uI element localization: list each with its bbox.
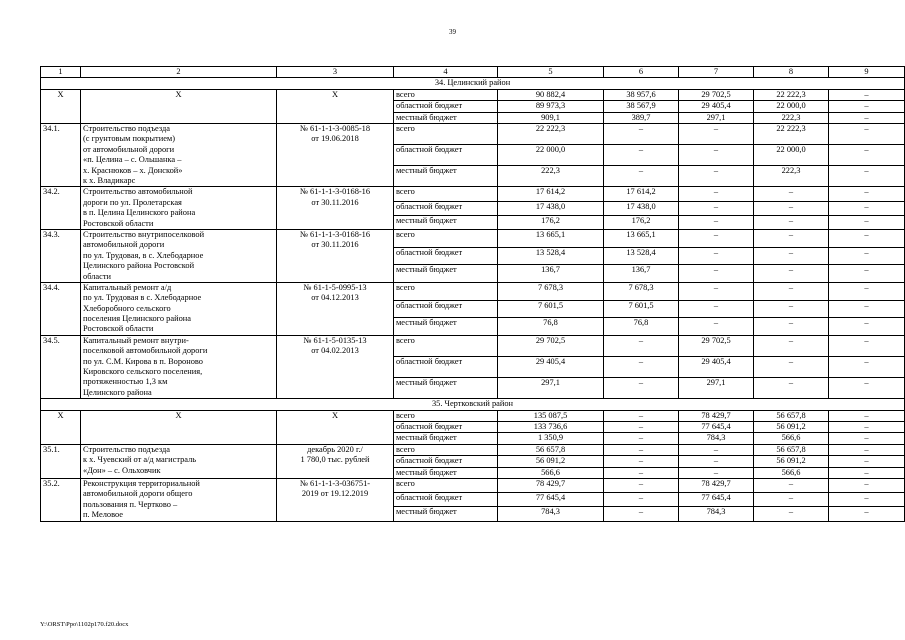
item-name [81, 187, 277, 230]
amount-c7: – [679, 201, 754, 215]
item-name-line: п. Меловое [83, 510, 123, 520]
column-number: 9 [829, 67, 905, 78]
item-document [277, 282, 394, 335]
amount-c8: 22 222,3 [754, 89, 829, 100]
item-name-line: Строительство подъезда [83, 444, 171, 454]
summary-num-cell: Х [41, 410, 81, 444]
item-name [81, 282, 277, 335]
item-name [81, 335, 277, 398]
amount-c8: 56 657,8 [754, 410, 829, 421]
funding-source: всего [394, 124, 498, 145]
item-name-line: поселения Целинского района [83, 314, 191, 324]
amount-c6: 38 957,6 [604, 89, 679, 100]
amount-c9: – [829, 265, 905, 283]
column-number: 1 [41, 67, 81, 78]
item-document [277, 335, 394, 398]
amount-c5: 78 429,7 [498, 479, 604, 493]
funding-source: местный бюджет [394, 378, 498, 399]
item-document-line: № 61-1-1-3-036751- [299, 479, 371, 489]
funding-source: областной бюджет [394, 247, 498, 265]
amount-c8: – [754, 318, 829, 336]
amount-c5: 784,3 [498, 507, 604, 521]
funding-source: всего [394, 444, 498, 455]
item-name-line: «Дон» – с. Ольховчик [83, 465, 161, 475]
table-row [41, 479, 905, 493]
amount-c6: 13 665,1 [604, 229, 679, 247]
amount-c9: – [829, 300, 905, 318]
item-name-line: Реконструкция территориальной [83, 479, 200, 489]
amount-c5: 566,6 [498, 467, 604, 478]
amount-c5: 136,7 [498, 265, 604, 283]
amount-c5: 17 614,2 [498, 187, 604, 201]
table-row [41, 124, 905, 145]
amount-c6: – [604, 433, 679, 444]
amount-c8: – [754, 215, 829, 229]
item-document-line: от 04.02.2013 [311, 346, 359, 356]
summary-num-cell: Х [41, 89, 81, 123]
amount-c9: – [829, 467, 905, 478]
funding-source: местный бюджет [394, 318, 498, 336]
item-name [81, 229, 277, 282]
page-number: 39 [449, 28, 456, 36]
table-row [41, 444, 905, 455]
amount-c7: – [679, 456, 754, 467]
amount-c5: 17 438,0 [498, 201, 604, 215]
amount-c5: 222,3 [498, 166, 604, 187]
amount-c5: 13 528,4 [498, 247, 604, 265]
item-name-line: области [83, 271, 111, 281]
column-number: 3 [277, 67, 394, 78]
amount-c7: 784,3 [679, 507, 754, 521]
item-name-line: автомобильной дороги [83, 240, 165, 250]
item-document-line: № 61-1-5-0995-13 [303, 282, 367, 292]
amount-c8: 56 657,8 [754, 444, 829, 455]
amount-c7: 78 429,7 [679, 410, 754, 421]
amount-c7: 29 405,4 [679, 101, 754, 112]
region-summary-row [41, 89, 905, 100]
amount-c9: – [829, 124, 905, 145]
item-name-line: Капитальный ремонт а/д [83, 282, 172, 292]
amount-c7: 297,1 [679, 112, 754, 123]
item-document-line: от 19.06.2018 [311, 134, 359, 144]
amount-c7: – [679, 124, 754, 145]
column-number: 2 [81, 67, 277, 78]
amount-c8: 566,6 [754, 433, 829, 444]
amount-c6: – [604, 124, 679, 145]
amount-c6: – [604, 356, 679, 377]
item-name-line: Хлеборобного сельского [83, 303, 171, 313]
funding-source: местный бюджет [394, 112, 498, 123]
amount-c5: 1 350,9 [498, 433, 604, 444]
amount-c8: – [754, 493, 829, 507]
region-title: 35. Чертковский район [41, 399, 905, 410]
amount-c6: – [604, 145, 679, 166]
column-number: 5 [498, 67, 604, 78]
item-name-line: Строительство автомобильной [83, 187, 193, 197]
amount-c8: – [754, 187, 829, 201]
column-number: 6 [604, 67, 679, 78]
item-number: 34.5. [41, 335, 81, 398]
funding-source: всего [394, 282, 498, 300]
item-number: 34.4. [41, 282, 81, 335]
amount-c7: – [679, 215, 754, 229]
amount-c8: – [754, 265, 829, 283]
item-document-line: № 61-1-5-0135-13 [303, 335, 367, 345]
item-name-line: протяженностью 1,3 км [83, 377, 168, 387]
funding-source: областной бюджет [394, 356, 498, 377]
summary-name-cell: Х [81, 89, 277, 123]
amount-c7: 297,1 [679, 378, 754, 399]
amount-c9: – [829, 187, 905, 201]
amount-c6: – [604, 507, 679, 521]
item-number: 34.3. [41, 229, 81, 282]
amount-c5: 29 405,4 [498, 356, 604, 377]
amount-c5: 133 736,6 [498, 422, 604, 433]
item-name-line: по ул. Трудовая, в с. Хлебодарное [83, 250, 204, 260]
amount-c5: 22 222,3 [498, 124, 604, 145]
amount-c8: – [754, 300, 829, 318]
item-name-line: «п. Целина – с. Ольшанка – [83, 155, 182, 165]
column-number: 4 [394, 67, 498, 78]
column-number: 8 [754, 67, 829, 78]
item-name [81, 479, 277, 522]
amount-c8: 566,6 [754, 467, 829, 478]
amount-c9: – [829, 112, 905, 123]
amount-c9: – [829, 201, 905, 215]
amount-c5: 176,2 [498, 215, 604, 229]
funding-source: всего [394, 229, 498, 247]
amount-c9: – [829, 282, 905, 300]
funding-source: местный бюджет [394, 433, 498, 444]
item-number: 35.2. [41, 479, 81, 522]
amount-c8: – [754, 282, 829, 300]
item-name-line: в п. Целина Целинского района [83, 208, 196, 218]
budget-table [40, 66, 905, 522]
item-document [277, 124, 394, 187]
amount-c9: – [829, 422, 905, 433]
item-document-line: № 61-1-1-3-0168-16 [299, 229, 371, 239]
amount-c8: 22 000,0 [754, 101, 829, 112]
amount-c6: – [604, 410, 679, 421]
amount-c7: 77 645,4 [679, 493, 754, 507]
item-document-line: декабрь 2020 г./ [307, 444, 363, 454]
item-name-line: по ул. С.М. Кирова в п. Вороново [83, 356, 203, 366]
amount-c8: 222,3 [754, 112, 829, 123]
amount-c6: 7 678,3 [604, 282, 679, 300]
item-name-line: автомобильной дороги общего [83, 489, 193, 499]
amount-c5: 22 000,0 [498, 145, 604, 166]
amount-c6: – [604, 493, 679, 507]
item-name-line: Ростовской области [83, 218, 154, 228]
item-name-line: Строительство подъезда [83, 124, 171, 134]
funding-source: местный бюджет [394, 467, 498, 478]
amount-c8: – [754, 247, 829, 265]
amount-c5: 909,1 [498, 112, 604, 123]
amount-c9: – [829, 166, 905, 187]
amount-c6: – [604, 456, 679, 467]
amount-c7: – [679, 318, 754, 336]
amount-c6: 136,7 [604, 265, 679, 283]
amount-c9: – [829, 456, 905, 467]
summary-doc-cell: Х [277, 89, 394, 123]
amount-c7: – [679, 300, 754, 318]
summary-doc-cell: Х [277, 410, 394, 444]
amount-c9: – [829, 335, 905, 356]
item-number: 34.2. [41, 187, 81, 230]
funding-source: всего [394, 89, 498, 100]
item-document [277, 187, 394, 230]
amount-c9: – [829, 145, 905, 166]
amount-c7: – [679, 187, 754, 201]
funding-source: местный бюджет [394, 215, 498, 229]
table-row [41, 282, 905, 300]
amount-c9: – [829, 101, 905, 112]
amount-c5: 90 882,4 [498, 89, 604, 100]
column-number-row [41, 67, 905, 78]
amount-c8: – [754, 335, 829, 356]
amount-c7: – [679, 229, 754, 247]
summary-name-cell: Х [81, 410, 277, 444]
amount-c7: – [679, 282, 754, 300]
amount-c5: 77 645,4 [498, 493, 604, 507]
item-document [277, 479, 394, 522]
amount-c6: 17 438,0 [604, 201, 679, 215]
item-name [81, 444, 277, 478]
item-document-line: 2019 от 19.12.2019 [301, 489, 369, 499]
item-name-line: х. Краснюков – х. Донской» [83, 165, 183, 175]
amount-c8: 56 091,2 [754, 422, 829, 433]
amount-c5: 7 601,5 [498, 300, 604, 318]
table-row [41, 187, 905, 201]
amount-c7: – [679, 247, 754, 265]
funding-source: всего [394, 479, 498, 493]
amount-c8: – [754, 229, 829, 247]
amount-c5: 89 973,3 [498, 101, 604, 112]
funding-source: областной бюджет [394, 300, 498, 318]
amount-c6: 176,2 [604, 215, 679, 229]
funding-source: областной бюджет [394, 101, 498, 112]
amount-c9: – [829, 433, 905, 444]
amount-c8: – [754, 479, 829, 493]
amount-c5: 7 678,3 [498, 282, 604, 300]
funding-source: местный бюджет [394, 265, 498, 283]
funding-source: областной бюджет [394, 145, 498, 166]
amount-c5: 13 665,1 [498, 229, 604, 247]
item-name-line: к х. Чуевский от а/д магистраль [83, 455, 197, 465]
region-title-row [41, 399, 905, 410]
funding-source: всего [394, 410, 498, 421]
amount-c9: – [829, 356, 905, 377]
amount-c6: 389,7 [604, 112, 679, 123]
item-name-line: поселковой автомобильной дороги [83, 346, 208, 356]
item-name-line: (с грунтовым покрытием) [83, 134, 175, 144]
item-document-line: от 30.11.2016 [311, 240, 359, 250]
item-document-line: № 61-1-1-3-0168-16 [299, 187, 371, 197]
amount-c8: – [754, 356, 829, 377]
funding-source: местный бюджет [394, 166, 498, 187]
amount-c8: 22 222,3 [754, 124, 829, 145]
amount-c7: – [679, 265, 754, 283]
funding-source: областной бюджет [394, 422, 498, 433]
region-title-row [41, 78, 905, 89]
item-name-line: Строительство внутрипоселковой [83, 229, 205, 239]
amount-c6: – [604, 166, 679, 187]
amount-c7: – [679, 467, 754, 478]
item-document [277, 444, 394, 478]
item-number: 34.1. [41, 124, 81, 187]
amount-c5: 56 091,2 [498, 456, 604, 467]
table-row [41, 229, 905, 247]
item-name-line: Ростовской области [83, 324, 154, 334]
amount-c6: 13 528,4 [604, 247, 679, 265]
amount-c5: 29 702,5 [498, 335, 604, 356]
amount-c6: 76,8 [604, 318, 679, 336]
funding-source: областной бюджет [394, 456, 498, 467]
amount-c7: – [679, 166, 754, 187]
item-name-line: дороги по ул. Пролетарская [83, 197, 182, 207]
item-name-line: Целинского района Ростовской [83, 261, 195, 271]
table-row [41, 335, 905, 356]
item-name-line: пользования п. Чертково – [83, 499, 178, 509]
amount-c8: – [754, 201, 829, 215]
item-name-line: Целинского района [83, 387, 152, 397]
amount-c6: – [604, 479, 679, 493]
item-document-line: от 04.12.2013 [311, 293, 359, 303]
amount-c6: 38 567,9 [604, 101, 679, 112]
item-number: 35.1. [41, 444, 81, 478]
amount-c9: – [829, 479, 905, 493]
item-name-line: от автомобильной дороги [83, 144, 175, 154]
item-document-line: № 61-1-1-3-0085-18 [299, 124, 371, 134]
item-name-line: к х. Владикарс [83, 175, 136, 185]
amount-c6: – [604, 378, 679, 399]
amount-c7: 29 405,4 [679, 356, 754, 377]
amount-c8: 22 000,0 [754, 145, 829, 166]
region-title: 34. Целинский район [41, 78, 905, 89]
funding-source: областной бюджет [394, 493, 498, 507]
amount-c6: 7 601,5 [604, 300, 679, 318]
amount-c9: – [829, 444, 905, 455]
item-name-line: Кировского сельского поселения, [83, 367, 203, 377]
amount-c6: – [604, 467, 679, 478]
amount-c7: – [679, 145, 754, 166]
funding-source: всего [394, 187, 498, 201]
amount-c8: – [754, 378, 829, 399]
amount-c6: – [604, 422, 679, 433]
column-number: 7 [679, 67, 754, 78]
footer-file-path: Y:\ORST\Ppo\1102p170.f20.docx [40, 621, 129, 628]
amount-c5: 297,1 [498, 378, 604, 399]
amount-c8: 222,3 [754, 166, 829, 187]
amount-c9: – [829, 318, 905, 336]
item-document-line: от 30.11.2016 [311, 197, 359, 207]
funding-source: местный бюджет [394, 507, 498, 521]
amount-c8: 56 091,2 [754, 456, 829, 467]
funding-source: областной бюджет [394, 201, 498, 215]
item-document [277, 229, 394, 282]
amount-c9: – [829, 410, 905, 421]
amount-c7: 784,3 [679, 433, 754, 444]
amount-c5: 56 657,8 [498, 444, 604, 455]
amount-c9: – [829, 507, 905, 521]
amount-c7: 29 702,5 [679, 335, 754, 356]
amount-c6: – [604, 335, 679, 356]
amount-c9: – [829, 229, 905, 247]
amount-c9: – [829, 89, 905, 100]
amount-c6: – [604, 444, 679, 455]
item-name-line: Капитальный ремонт внутри- [83, 335, 189, 345]
amount-c6: 17 614,2 [604, 187, 679, 201]
amount-c7: 29 702,5 [679, 89, 754, 100]
amount-c7: 77 645,4 [679, 422, 754, 433]
item-name [81, 124, 277, 187]
amount-c7: – [679, 444, 754, 455]
amount-c9: – [829, 378, 905, 399]
region-summary-row [41, 410, 905, 421]
funding-source: всего [394, 335, 498, 356]
amount-c5: 135 087,5 [498, 410, 604, 421]
amount-c9: – [829, 493, 905, 507]
amount-c9: – [829, 215, 905, 229]
amount-c7: 78 429,7 [679, 479, 754, 493]
item-name-line: по ул. Трудовая в с. Хлебодарное [83, 293, 202, 303]
amount-c5: 76,8 [498, 318, 604, 336]
amount-c9: – [829, 247, 905, 265]
amount-c8: – [754, 507, 829, 521]
item-document-line: 1 780,0 тыс. рублей [300, 455, 370, 465]
